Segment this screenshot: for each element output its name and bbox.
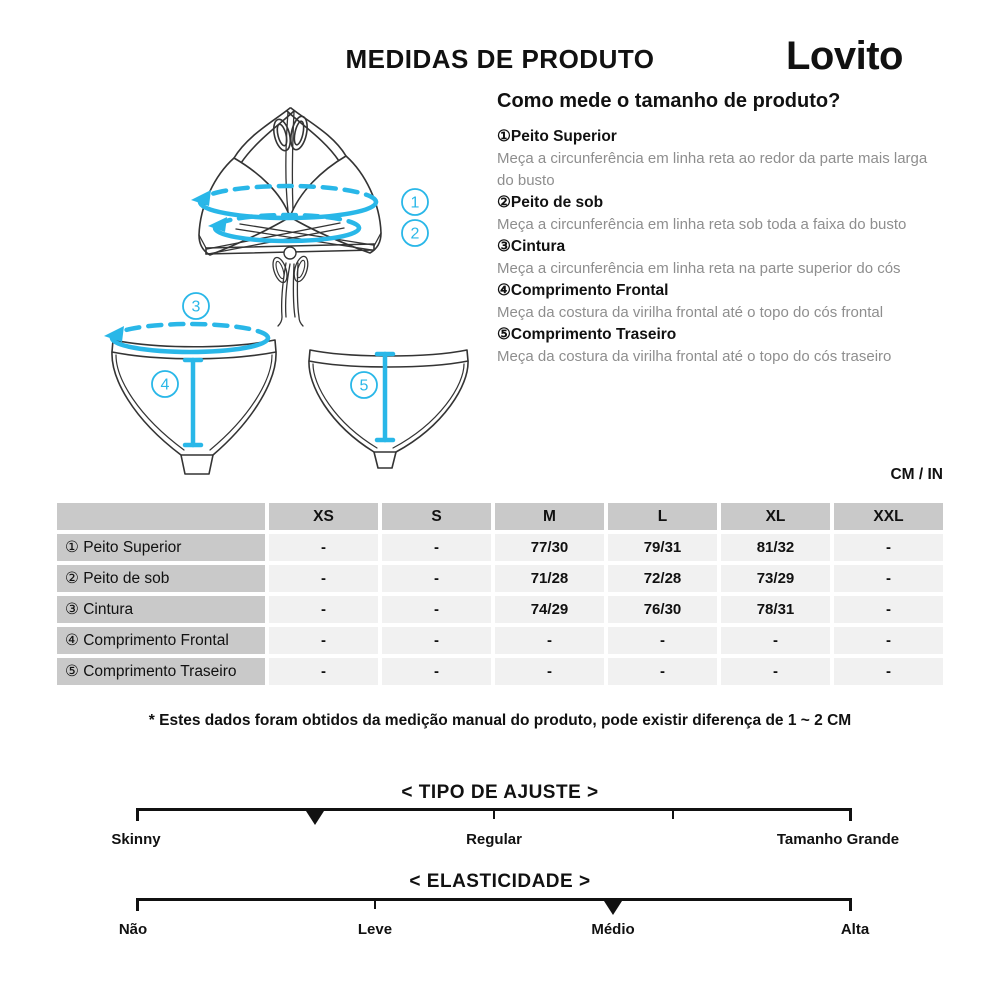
bikini-bottom-back-drawing: [309, 350, 468, 468]
elasticity-scale-marker-icon: [604, 901, 622, 915]
table-cell: 79/31: [608, 534, 717, 561]
elasticity-scale-bar: [136, 898, 852, 901]
fit-tick-start: [136, 808, 139, 821]
unit-label: CM / IN: [890, 466, 943, 483]
page-title: MEDIDAS DE PRODUTO: [345, 44, 655, 74]
callout-4-badge: [152, 371, 178, 397]
elasticity-label-alta: Alta: [840, 921, 870, 938]
table-cell: 74/29: [495, 596, 604, 623]
table-cell: 81/32: [721, 534, 830, 561]
fit-label-tamanho-grande: Tamanho Grande: [776, 831, 900, 848]
howto-item-label-2: ②Peito de sob: [497, 194, 604, 211]
table-cell: -: [608, 658, 717, 685]
fit-scale-track: [136, 808, 852, 826]
table-cell: 71/28: [495, 565, 604, 592]
howto-item-desc-3: Meça a circunferência em linha reta na parte superior do cós: [497, 260, 901, 277]
measurement-footnote: * Estes dados foram obtidos da medição manual do produto, pode existir diferença de 1 ~ 2 CM: [148, 712, 852, 729]
fit-scale-heading: < TIPO DE AJUSTE >: [401, 782, 599, 803]
table-cell: -: [834, 596, 943, 623]
table-cell: 73/29: [721, 565, 830, 592]
table-header-s: S: [382, 503, 491, 530]
elasticity-scale-track: [136, 898, 852, 916]
table-cell: -: [382, 596, 491, 623]
table-cell: -: [269, 627, 378, 654]
elasticity-label-medio: Médio: [591, 921, 635, 938]
table-cell: -: [269, 658, 378, 685]
callout-2-badge: [402, 220, 428, 246]
howto-item-desc-4: Meça da costura da virilha frontal até o topo do cós frontal: [497, 304, 884, 321]
howto-item-label-5: ⑤Comprimento Traseiro: [497, 326, 677, 343]
table-cell: -: [834, 658, 943, 685]
table-corner-cell: [57, 503, 265, 530]
howto-item-desc-2: Meça a circunferência em linha reta sob toda a faixa do busto: [497, 216, 907, 233]
fit-label-skinny: Skinny: [111, 831, 161, 848]
svg-text:4: 4: [160, 376, 170, 394]
table-cell: -: [382, 658, 491, 685]
table-cell: -: [495, 658, 604, 685]
callout-1-badge: [402, 189, 428, 215]
table-cell: 72/28: [608, 565, 717, 592]
svg-text:1: 1: [410, 194, 420, 212]
callout-3-badge: [183, 293, 209, 319]
table-cell: -: [269, 596, 378, 623]
table-cell: -: [382, 565, 491, 592]
table-cell: -: [834, 627, 943, 654]
table-header-l: L: [608, 503, 717, 530]
size-table: [57, 503, 943, 685]
howto-section: [497, 90, 935, 368]
row-label-peito-superior: ① Peito Superior: [57, 534, 265, 561]
svg-text:2: 2: [410, 225, 420, 243]
table-cell: -: [608, 627, 717, 654]
table-header-xs: XS: [269, 503, 378, 530]
elasticity-tick-end: [849, 898, 852, 911]
table-cell: -: [495, 627, 604, 654]
svg-text:5: 5: [359, 377, 369, 395]
table-cell: -: [269, 534, 378, 561]
measurement-illustration: [88, 78, 478, 488]
howto-item-label-1: ①Peito Superior: [497, 128, 617, 145]
table-cell: 76/30: [608, 596, 717, 623]
elasticity-label-leve: Leve: [357, 921, 393, 938]
howto-item-label-4: ④Comprimento Frontal: [497, 282, 669, 299]
table-cell: -: [721, 627, 830, 654]
lovito-logo: Lovito: [786, 34, 903, 78]
table-cell: 77/30: [495, 534, 604, 561]
front-length-measure-line-icon: [185, 360, 201, 445]
fit-label-regular: Regular: [466, 831, 522, 848]
elasticity-label-nao: Não: [118, 921, 148, 938]
table-header-m: M: [495, 503, 604, 530]
table-cell: -: [834, 565, 943, 592]
elasticity-tick-13: [374, 898, 376, 909]
howto-item-label-3: ③Cintura: [497, 238, 566, 255]
table-cell: -: [269, 565, 378, 592]
table-cell: -: [721, 658, 830, 685]
howto-item-desc-5: Meça da costura da virilha frontal até o topo do cós traseiro: [497, 348, 892, 365]
fit-tick-end: [849, 808, 852, 821]
table-cell: -: [382, 627, 491, 654]
row-label-peito-de-sob: ② Peito de sob: [57, 565, 265, 592]
table-header-xl: XL: [721, 503, 830, 530]
howto-item-desc-1: Meça a circunferência em linha reta ao redor da parte mais larga do busto: [497, 150, 928, 189]
elasticity-tick-start: [136, 898, 139, 911]
table-cell: -: [382, 534, 491, 561]
fit-tick-mid: [493, 808, 495, 819]
fit-scale-marker-icon: [306, 811, 324, 825]
table-header-xxl: XXL: [834, 503, 943, 530]
row-label-comprimento-frontal: ④ Comprimento Frontal: [57, 627, 265, 654]
table-cell: 78/31: [721, 596, 830, 623]
callout-5-badge: [351, 372, 377, 398]
row-label-comprimento-traseiro: ⑤ Comprimento Traseiro: [57, 658, 265, 685]
svg-text:3: 3: [191, 298, 201, 316]
fit-tick-34: [672, 808, 674, 819]
row-label-cintura: ③ Cintura: [57, 596, 265, 623]
table-cell: -: [834, 534, 943, 561]
elasticity-scale-heading: < ELASTICIDADE >: [409, 871, 591, 892]
howto-heading: Como mede o tamanho de produto?: [497, 90, 841, 112]
